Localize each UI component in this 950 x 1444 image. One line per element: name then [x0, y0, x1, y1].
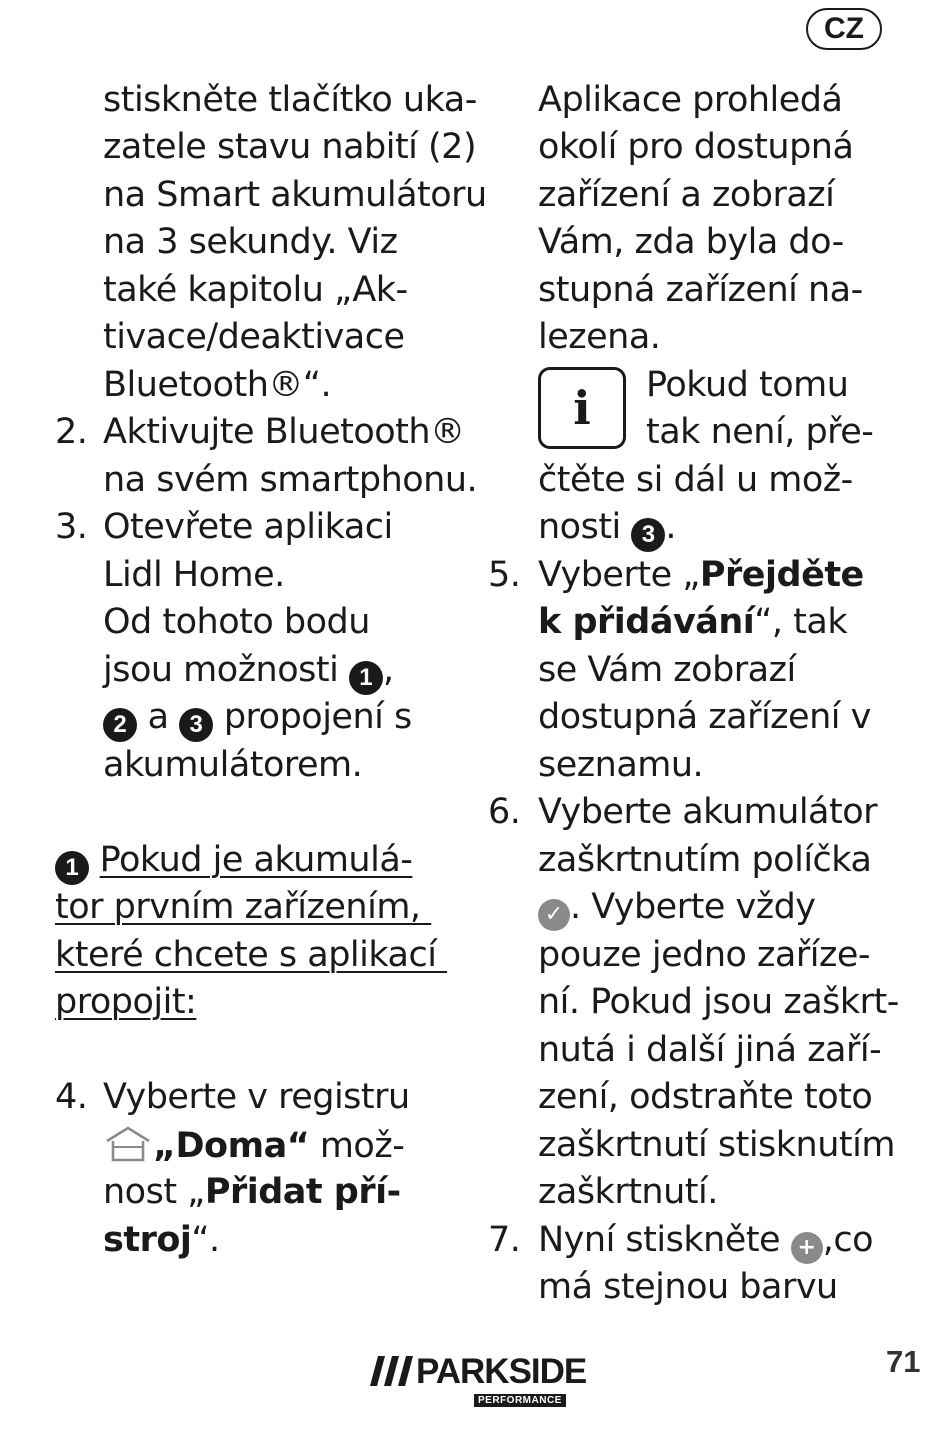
text-line: Aktivujte Bluetooth®	[103, 412, 465, 452]
text: jsou možnosti	[103, 650, 339, 690]
text-line	[103, 1220, 220, 1260]
bold-text: Přejděte	[699, 555, 864, 595]
text-line: seznamu.	[538, 745, 704, 785]
section-heading: které chcete s aplikací	[55, 935, 448, 975]
bold-text: stroj	[103, 1220, 192, 1260]
text-line: stupná zařízení na-	[538, 270, 863, 310]
text: a	[137, 697, 180, 737]
text-line: Od tohoto bodu	[103, 602, 370, 642]
brand-subtitle: PERFORMANCE	[474, 1394, 566, 1407]
text-line: pouze jedno zaříze-	[538, 935, 871, 975]
step-number: 6.	[488, 792, 521, 832]
right-column	[488, 80, 908, 1310]
text-line: na svém smartphonu.	[103, 460, 478, 500]
text-line: se Vám zobrazí	[538, 650, 796, 690]
text-line: lezena.	[538, 317, 661, 357]
text-line	[538, 1220, 873, 1260]
step-number: 3.	[55, 507, 88, 547]
text: ,	[382, 650, 394, 690]
checkmark-icon: ✓	[538, 899, 570, 931]
text-line: zařízení a zobrazí	[538, 175, 835, 215]
text-line	[103, 650, 394, 690]
text-line: Pokud tomu	[646, 365, 849, 405]
bold-text: Přidat pří-	[204, 1172, 401, 1212]
text-line: zení, odstraňte toto	[538, 1077, 873, 1117]
marker-one-icon: 1	[55, 851, 89, 885]
section-heading: propojit:	[55, 982, 197, 1022]
text-line: má stejnou barvu	[538, 1267, 838, 1307]
info-icon: i	[538, 367, 626, 449]
text-line: nutá i další jiná zaří-	[538, 1030, 882, 1070]
text: .	[665, 507, 677, 547]
plus-icon: +	[791, 1232, 823, 1264]
section-heading: tor prvním zařízením,	[55, 887, 432, 927]
step-number: 5.	[488, 555, 521, 595]
language-badge: CZ	[806, 8, 882, 50]
marker-three-icon: 3	[631, 518, 665, 552]
bold-text: „Doma“	[153, 1126, 310, 1166]
text-line: na Smart akumulátoru	[103, 175, 487, 215]
text-line	[103, 1172, 401, 1212]
text-line	[538, 602, 847, 642]
text-line: okolí pro dostupná	[538, 127, 854, 167]
text-line: stiskněte tlačítko uka-	[103, 80, 477, 120]
text: nosti	[538, 507, 621, 547]
text: “, tak	[754, 602, 848, 642]
text-line: Otevřete aplikaci	[103, 507, 393, 547]
page-number: 71	[886, 1344, 921, 1379]
text-line: Lidl Home.	[103, 555, 285, 595]
text-line	[538, 555, 864, 595]
marker-one-icon: 1	[349, 661, 383, 695]
text: nost „	[103, 1172, 205, 1212]
text-line	[103, 697, 412, 737]
text-line: také kapitolu „Ak-	[103, 270, 408, 310]
text: “.	[191, 1220, 220, 1260]
text: . Vyberte vždy	[570, 887, 816, 927]
brand-name: PARKSIDE	[416, 1352, 587, 1391]
step-number: 2.	[55, 412, 88, 452]
text-line: akumulátorem.	[103, 745, 363, 785]
text-line: Vyberte akumulátor	[538, 792, 878, 832]
step-number: 7.	[488, 1220, 521, 1260]
parkside-logo	[370, 1352, 590, 1412]
text: ,co	[822, 1220, 874, 1260]
section-heading	[55, 840, 412, 880]
text-line: tivace/deaktivace	[103, 317, 405, 357]
text-line: Aplikace prohledá	[538, 80, 843, 120]
heading-text: Pokud je akumulá-	[99, 840, 413, 880]
text-line: Bluetooth®“.	[103, 365, 332, 405]
text-line: zaškrtnutí stisknutím	[538, 1125, 895, 1165]
text-line	[538, 887, 816, 927]
marker-three-icon: 3	[179, 708, 213, 742]
text: Vyberte „	[538, 555, 700, 595]
text-line: na 3 sekundy. Viz	[103, 222, 398, 262]
home-icon	[103, 1125, 153, 1163]
text: mož-	[309, 1126, 405, 1166]
text: Nyní stiskněte	[538, 1220, 791, 1260]
text-line: tak není, pře-	[646, 412, 874, 452]
text-line	[538, 507, 676, 547]
marker-two-icon: 2	[103, 708, 137, 742]
text-line: Vám, zda byla do-	[538, 222, 844, 262]
text-line: dostupná zařízení v	[538, 697, 871, 737]
text-line: čtěte si dál u mož-	[538, 460, 853, 500]
text: propojení s	[213, 697, 412, 737]
logo-stripes-icon	[370, 1356, 414, 1388]
step-number: 4.	[55, 1077, 88, 1117]
text-line: ní. Pokud jsou zaškrt-	[538, 982, 899, 1022]
text-line: Vyberte v registru	[103, 1077, 410, 1117]
text-line	[103, 1125, 404, 1165]
left-column	[55, 80, 487, 1280]
text-line: zaškrtnutí.	[538, 1172, 718, 1212]
text-line: zatele stavu nabití (2)	[103, 127, 477, 167]
text-line: zaškrtnutím políčka	[538, 840, 872, 880]
bold-text: k přidávání	[538, 602, 755, 642]
